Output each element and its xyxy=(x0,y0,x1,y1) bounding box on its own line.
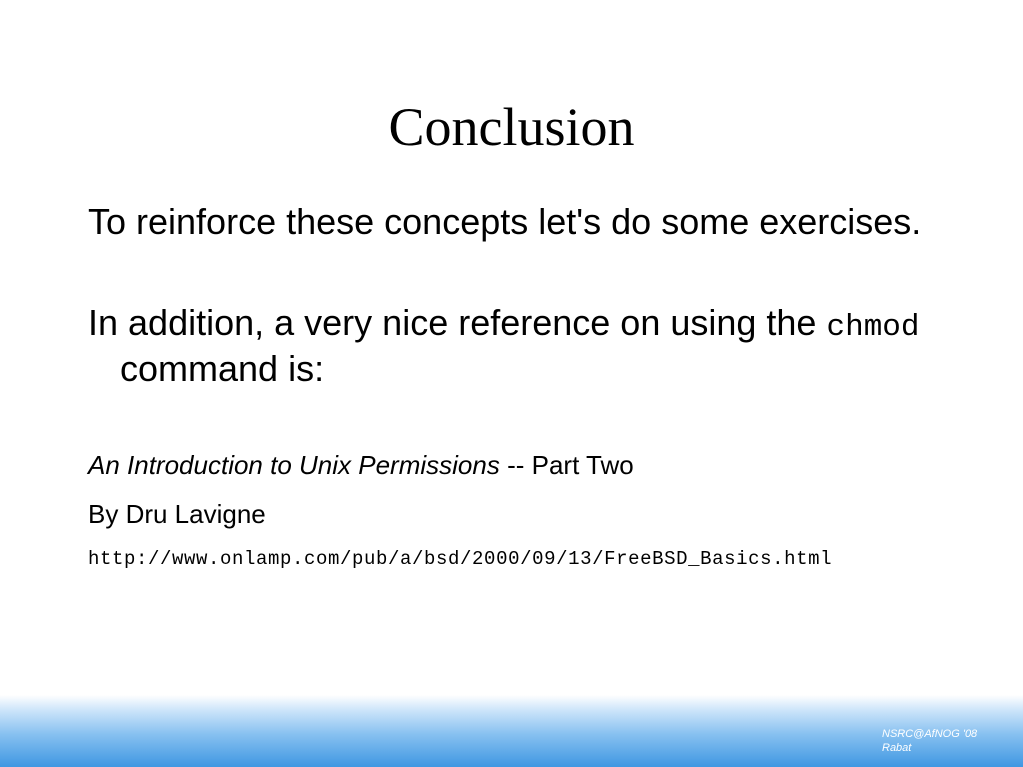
footer-credit xyxy=(882,727,977,755)
slide-title: Conclusion xyxy=(388,97,635,157)
bullet-exercises-text: To reinforce these concepts let's do some exercises. xyxy=(88,201,922,242)
footer-bar xyxy=(0,695,1023,767)
bullet-reference-text-after: command is: xyxy=(120,348,325,389)
reference-author: By Dru Lavigne xyxy=(88,499,266,529)
bullet-reference-text-before: In addition, a very nice reference on using the xyxy=(88,302,817,343)
reference-title xyxy=(88,450,634,480)
reference-url[interactable]: http://www.onlamp.com/pub/a/bsd/2000/09/13/FreeBSD_Basics.html xyxy=(88,548,833,570)
footer-credit-line2: Rabat xyxy=(882,742,912,754)
chmod-code: chmod xyxy=(826,310,920,345)
reference-title-italic: An Introduction to Unix Permissions xyxy=(88,450,500,480)
bullet-reference xyxy=(88,302,1000,389)
reference-title-suffix: -- Part Two xyxy=(499,450,634,480)
bullet-exercises xyxy=(88,201,1000,242)
footer-credit-line1: NSRC@AfNOG '08 xyxy=(882,728,978,740)
